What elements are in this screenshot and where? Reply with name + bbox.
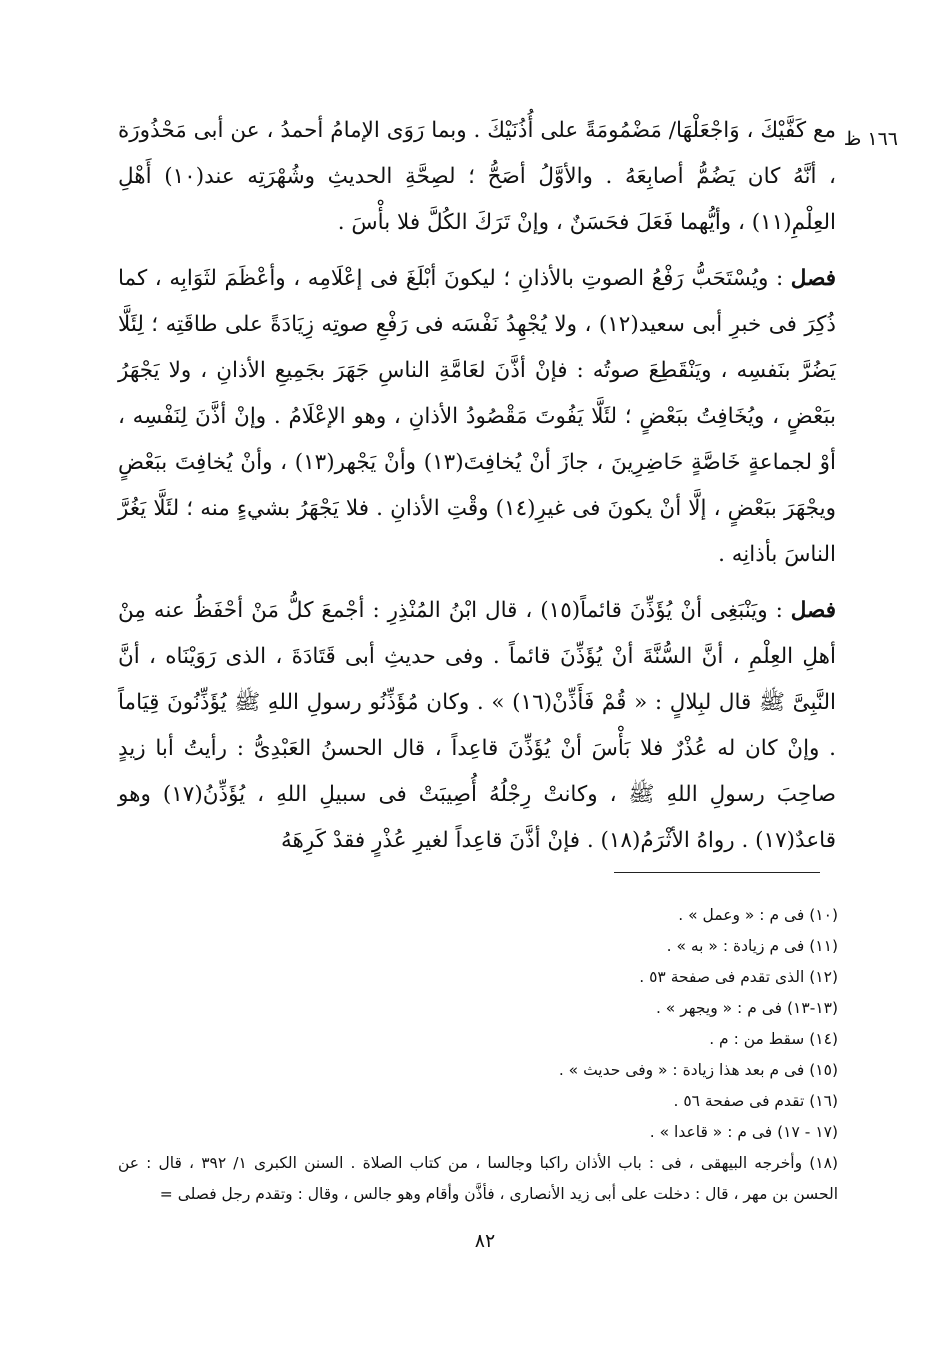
paragraph-2-text: : ويُسْتَحَبُّ رَفْعُ الصوتِ بالأذانِ ؛ ليكونَ أبْلَغَ فى إعْلَامِه ، وأعْظَمَ لثَوَابِه ، كما ذُكِرَ فى خبرِ أبى سعيد(١٢) ، ولا يُجْهِدُ نَفْسَه فى رَفْعِ صوتِه زِيَادَةً على طاقَتِه ؛ لِئَلَّا يَضُرَّ بنَفسِه ، ويَنْقَطِعَ صوتُه : فإنْ أذَّنَ لعَامَّةِ الناسِ جَهَرَ بجَمِيعِ الأذانِ ، ولا يَجْهَرُ ببَعْضٍ ، ويُخَافِتُ ببَعْضٍ ؛ لئَلَّا يَفُوتَ مَقْصُودُ الأذانِ ، وهو الإعْلَامُ . وإنْ أذَّنَ لِنَفْسِه ، أوْ لجماعةٍ خَاصَّةٍ حَاضِرِينَ ، جازَ أنْ يُخافِتَ(١٣) وأنْ يَجْهر(١٣) ، وأنْ يُخافِتَ ببَعْضٍ ويجْهَرَ ببَعْضٍ ، إلَّا أنْ يكونَ فى غيرِ(١٤) وقْتِ الأذانِ . فلا يَجْهَرُ بشيءٍ منه ؛ لئَلَّا يَغُرَّ الناسَ بأذانِه .	[118, 266, 837, 567]
main-text	[118, 108, 836, 874]
footnote-13: (١٣-١٣) فى م : « ويجهر » .	[655, 999, 838, 1017]
paragraph-1	[118, 108, 836, 246]
footnote-16: (١٦) تقدم فى صفحة ٥٦ .	[673, 1092, 838, 1110]
footnote-15: (١٥) فى م بعد هذا زيادة : « وفى حديث » .	[558, 1061, 838, 1079]
folio-margin-note: ١٦٦ ظ	[843, 128, 898, 150]
footnotes	[118, 900, 838, 1210]
paragraph-2	[118, 256, 836, 578]
footnote-11: (١١) فى م زيادة : « به » .	[666, 937, 838, 955]
page-number: ٨٢	[474, 1230, 496, 1252]
paragraph-3-label: فصل	[790, 598, 836, 623]
footnote-14: (١٤) سقط من : م .	[709, 1030, 838, 1048]
footnote-17: (١٧ - ١٧) فى م : « قاعدا » .	[649, 1123, 838, 1141]
footnote-18: (١٨) وأخرجه البيهقى ، فى : باب الأذان راكبا وجالسا ، من كتاب الصلاة . السنن الكبرى ١/ ٣٩٢ ، قال : عن الحسن بن مهر ، قال : دخلت على أبى زيد الأنصارى ، فأذَّن وأقام وهو جالس ، وقال : وتقدم رجل فصلى =	[118, 1154, 838, 1203]
footnote-12: (١٢) الذى تقدم فى صفحة ٥٣ .	[639, 968, 838, 986]
footnote-separator	[614, 872, 820, 873]
paragraph-3	[118, 588, 836, 864]
footnote-10: (١٠) فى م : « وعمل » .	[678, 906, 838, 924]
paragraph-1-text: مع كَفَّيْكَ ، وَاجْعَلْهَا/ مَضْمُومَةً على أُذُنَيْكَ . وبما رَوَى الإمامُ أحمدُ ، عن أبى مَحْذُورَة ، أنَّهُ كان يَضُمُّ أصابِعَهُ . والأوَّلُ أصَحُّ ؛ لصِحَّةِ الحديثِ وشُهْرَتِه عند(١٠) أَهْلِ العِلْمِ(١١) ، وأيُّهما فَعَلَ فحَسَنٌ ، وإنْ تَرَكَ الكُلَّ فلا بأْسَ .	[118, 118, 836, 235]
paragraph-2-label: فصل	[790, 266, 836, 291]
paragraph-3-text: : ويَنْبَغِى أنْ يُؤَذِّنَ قائماً(١٥) ، قال ابْنُ المُنْذِرِ : أجْمعَ كلُّ مَنْ أحْفَظُ عنه مِنْ أهلِ العِلْمِ ، أنَّ السُّنَّةَ أنْ يُؤَذِّنَ قائماً . وفى حديثِ أبى قَتَادَةَ ، الذى رَوَيْنَاه ، أنَّ النَّبِىَّ ﷺ قال لبِلالٍ : « قُمْ فَأَذِّنْ(١٦) » . وكان مُؤَذِّنُو رسولِ اللهِ ﷺ يُؤَذِّنُونَ قِيَاماً . وإنْ كان له عُذْرٌ فلا بَأْسَ أنْ يُؤَذِّنَ قاعِداً ، قال الحسنُ العَبْدِىُّ : رأيتُ أبا زيدٍ صاحِبَ رسولِ اللهِ ﷺ ، وكانتْ رِجْلُهُ أُصِيبَتْ فى سبيلِ اللهِ ، يُؤَذِّنُ(١٧) وهو قاعدٌ(١٧) . رواهُ الأثْرَمُ(١٨) . فإنْ أذَّنَ قاعِداً لغيرِ عُذْرٍ فقدْ كَرِهَهُ	[118, 598, 837, 853]
